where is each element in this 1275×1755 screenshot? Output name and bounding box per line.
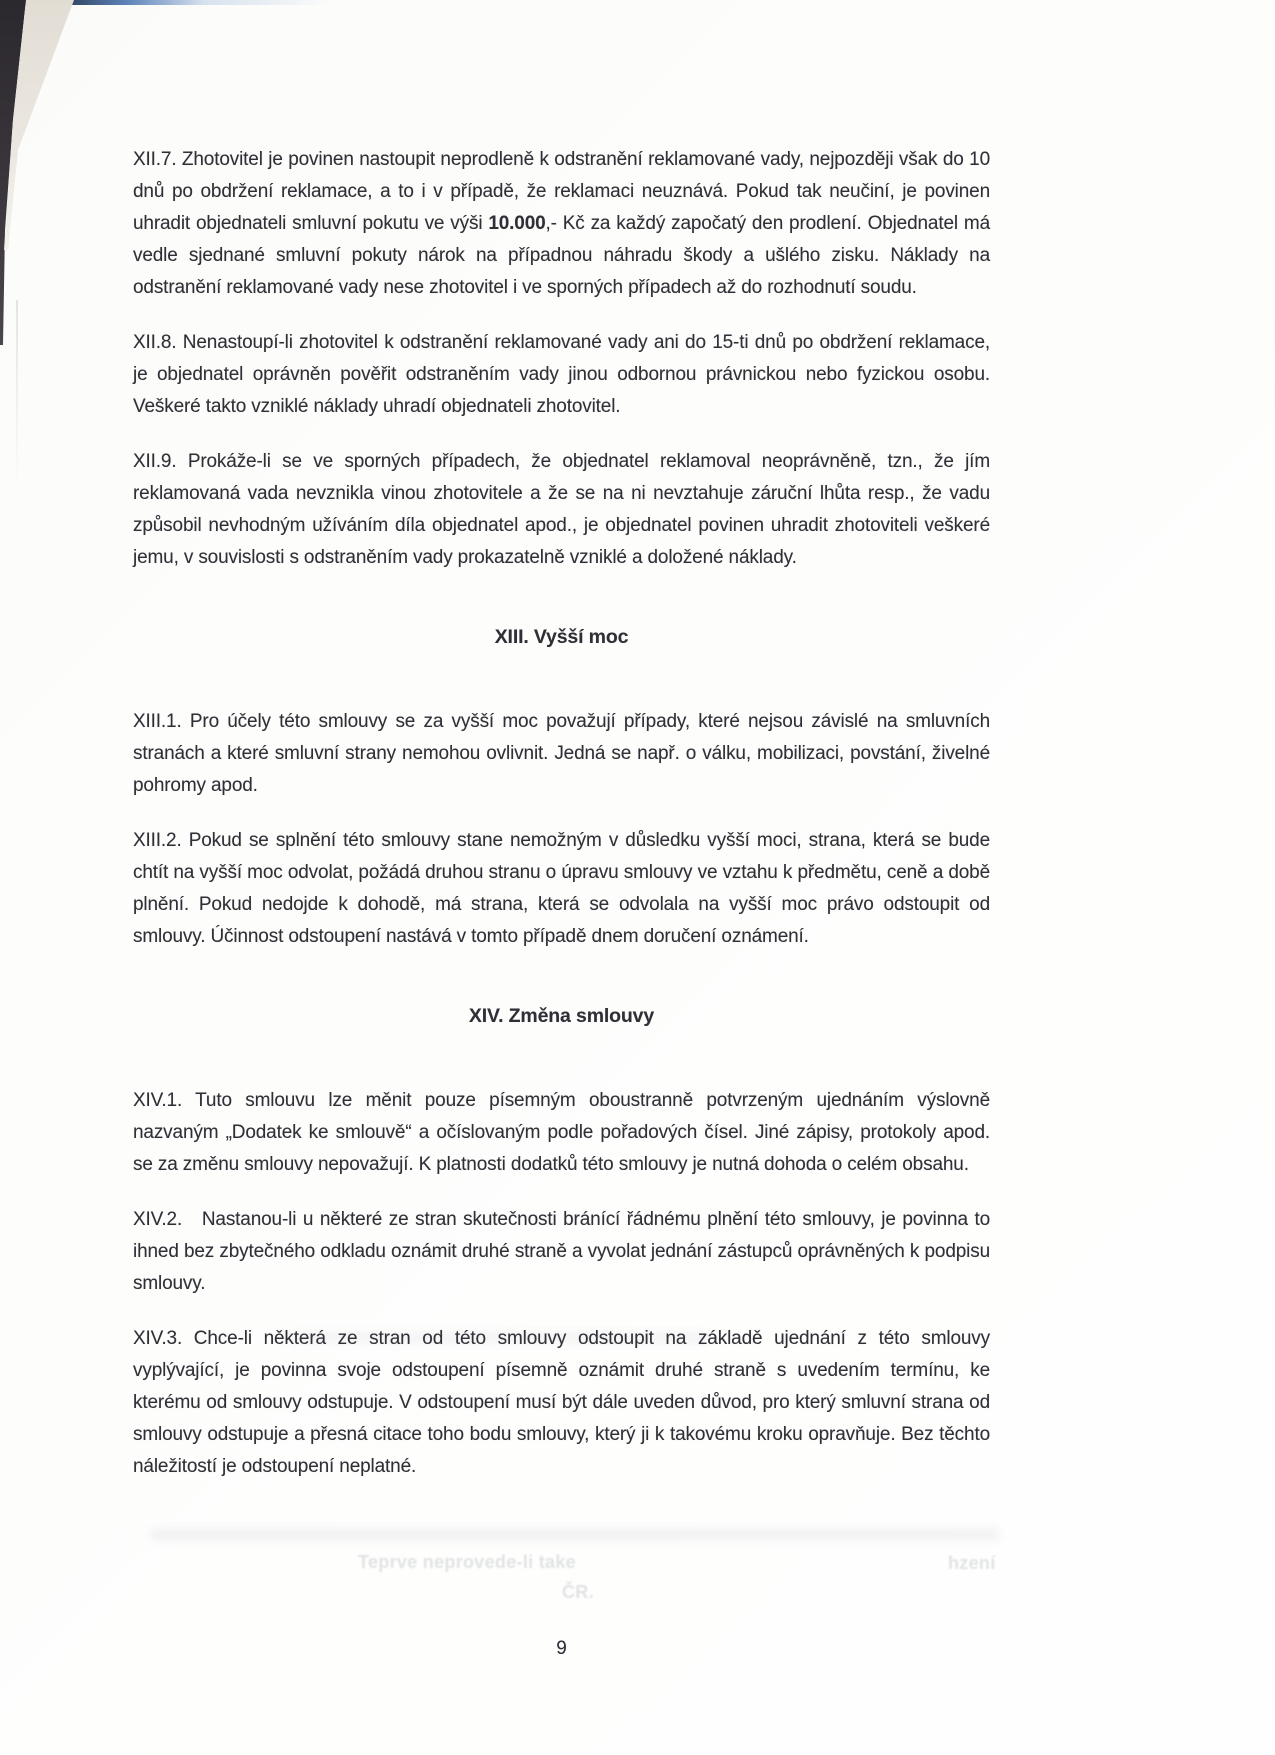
paragraph-xiv-2: XIV.2. Nastanou-li u některé ze stran skutečnosti bránící řádnému plnění této smlouvy, je povinna to ihned bez zbytečného odkladu oznámit druhé straně a vyvolat jednání zástupců oprávněných k podpisu smlouvy.: [133, 1209, 990, 1294]
bleedthrough-text: Teprve neprovede-li take: [358, 1552, 576, 1572]
bleedthrough-text: ČR.: [562, 1582, 594, 1602]
page-number: 9: [556, 1638, 567, 1659]
paragraph-xiii-1: XIII.1. Pro účely této smlouvy se za vyšší moc považují případy, které nejsou závislé na smluvních stranách a které smluvní strany nemohou ovlivnit. Jedná se např. o válku, mobilizaci, povstání, živelné pohromy apod.: [133, 711, 990, 796]
document-body: [133, 144, 990, 1506]
scan-smudge: [150, 1528, 1000, 1541]
penalty-amount-bold: 10.000: [488, 213, 546, 234]
paragraph-xiii-2: XIII.2. Pokud se splnění této smlouvy stane nemožným v důsledku vyšší moci, strana, která se bude chtít na vyšší moc odvolat, požádá druhou stranu o úpravu smlouvy ve vztahu k předmětu, ceně a době plnění. Pokud nedojde k dohodě, má strana, která se odvolala na vyšší moc právo odstoupit od smlouvy. Účinnost odstoupení nastává v tomto případě dnem doručení oznámení.: [133, 830, 990, 947]
paragraph-xii-7-text: XII.7. Zhotovitel je povinen nastoupit neprodleně k odstranění reklamované vady, nejpozději však do 10 dnů po obdržení reklamace, a to i v případě, že reklamaci neuznává. Pokud tak neučiní, je povinen uhradit objednateli smluvní pokutu ve výši: [133, 149, 990, 234]
paragraph-xii-7-text-cont: ,- Kč za každý započatý den prodlení. Objednatel má vedle sjednané smluvní pokuty nárok na případnou náhradu škody a ušlého zisku. Náklady na odstranění reklamované vady nese zhotovitel i ve sporných případech až do rozhodnutí soudu.: [133, 213, 990, 298]
paragraph-xii-9: XII.9. Prokáže-li se ve sporných případech, že objednatel reklamoval neoprávněně, tzn., že jím reklamovaná vada nevznikla vinou zhotovitele a že se na ni nevztahuje záruční lhůta resp., že vadu způsobil nevhodným užíváním díla objednatel apod., je objednatel povinen uhradit zhotoviteli veškeré jemu, v souvislosti s odstraněním vady prokazatelně vzniklé a doložené náklady.: [133, 451, 990, 568]
scan-smudge: [290, 1332, 710, 1344]
bleedthrough-text: hzení: [948, 1553, 996, 1573]
paragraph-xii-8: XII.8. Nenastoupí-li zhotovitel k odstranění reklamované vady ani do 15-ti dnů po obdržení reklamace, je objednatel oprávněn pověřit odstraněním vady jinou odbornou právnickou nebo fyzickou osobu. Veškeré takto vzniklé náklady uhradí objednateli zhotovitel.: [133, 332, 990, 417]
page-curl-line: [16, 300, 18, 490]
section-heading-xiv: XIV. Změna smlouvy: [468, 1005, 655, 1027]
paragraph-xii-7: [133, 144, 990, 304]
section-heading-xiii: XIII. Vyšší moc: [494, 626, 629, 648]
paragraph-xiv-3: XIV.3. Chce-li některá ze stran od této smlouvy odstoupit na základě ujednání z této smlouvy vyplývající, je povinna svoje odstoupení písemně oznámit druhé straně s uvedením termínu, ke kterému od smlouvy odstupuje. V odstoupení musí být dále uveden důvod, pro který smluvní strana od smlouvy odstupuje a přesná citace toho bodu smlouvy, který ji k takovému kroku opravňuje. Bez těchto náležitostí je odstoupení neplatné.: [133, 1328, 990, 1477]
paragraph-xiv-1: XIV.1. Tuto smlouvu lze měnit pouze písemným oboustranně potvrzeným ujednáním výslovně nazvaným „Dodatek ke smlouvě“ a očíslovaným podle pořadových čísel. Jiné zápisy, protokoly apod. se za změnu smlouvy nepovažují. K platnosti dodatků této smlouvy je nutná dohoda o celém obsahu.: [133, 1090, 990, 1175]
